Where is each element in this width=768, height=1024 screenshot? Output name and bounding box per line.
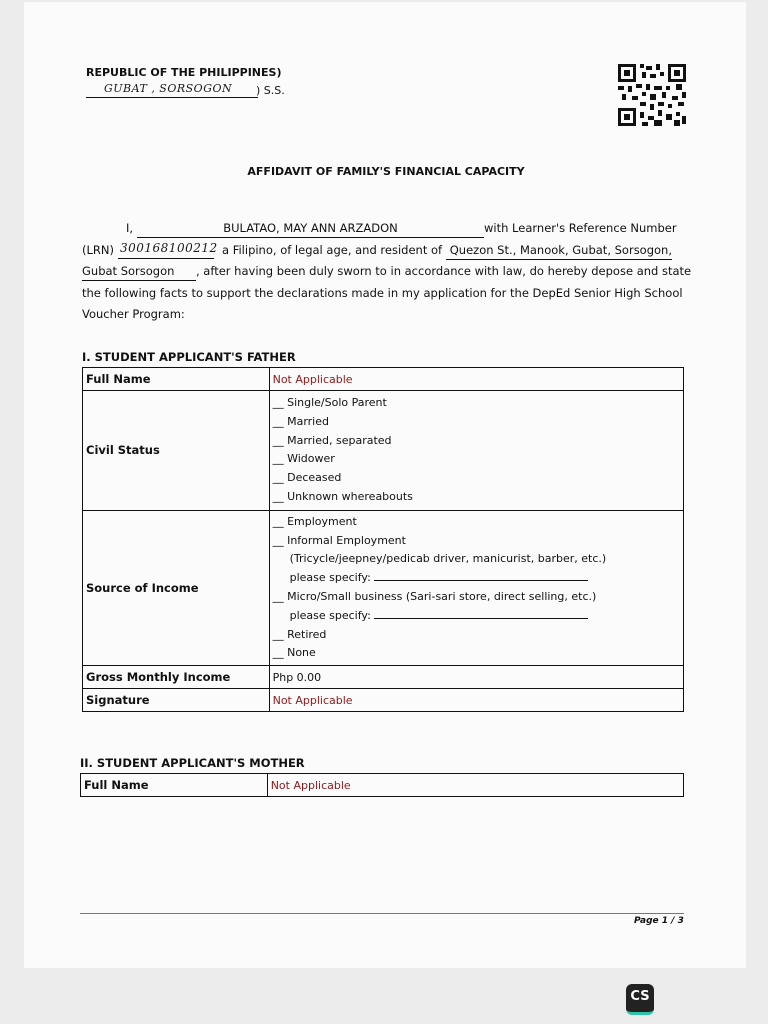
address-line-2: Gubat Sorsogon xyxy=(82,261,196,281)
mother-table xyxy=(80,773,684,797)
civil-status-option: __ Single/Solo Parent xyxy=(272,396,387,409)
page-number: Page 1 / 3 xyxy=(634,916,684,926)
ss-label: ) S.S. xyxy=(256,84,285,97)
source-of-income-label: Source of Income xyxy=(83,510,270,665)
signature-label: Signature xyxy=(83,689,270,712)
income-option-none: __ None xyxy=(272,646,316,660)
address-line-1: Quezon St., Manook, Gubat, Sorsogon, xyxy=(446,240,672,260)
father-full-name-value: Not Applicable xyxy=(269,368,683,391)
intro-line-5: Voucher Program: xyxy=(82,307,185,321)
civil-status-option: __ Married xyxy=(272,414,329,428)
signature-value: Not Applicable xyxy=(269,689,683,712)
informal-note: (Tricycle/jeepney/pedicab driver, manicurist, barber, etc.) xyxy=(289,552,607,566)
lrn-handwritten: 300168100212 xyxy=(120,241,218,255)
specify-line-2: please specify: xyxy=(273,607,680,626)
affiant-name: BULATAO, MAY ANN ARZADON xyxy=(137,218,484,238)
lrn-prefix: (LRN) xyxy=(82,243,114,257)
specify-line-1: please specify: xyxy=(273,569,680,588)
source-of-income-options xyxy=(269,510,683,665)
lrn-line xyxy=(118,241,218,259)
income-option-retired: __ Retired xyxy=(272,627,327,641)
civil-status-row xyxy=(83,391,684,511)
mother-full-name-value: Not Applicable xyxy=(267,774,683,797)
source-of-income-row xyxy=(83,510,684,665)
full-name-label: Full Name xyxy=(83,368,270,391)
lrn-text: with Learner's Reference Number xyxy=(484,221,677,235)
footer-divider xyxy=(80,913,684,914)
civil-status-option: __ Widower xyxy=(272,452,335,466)
mother-full-name-row xyxy=(81,774,684,797)
document-title: AFFIDAVIT OF FAMILY'S FINANCIAL CAPACITY xyxy=(247,165,525,178)
income-option-informal: __ Informal Employment xyxy=(272,533,406,547)
father-full-name-row xyxy=(83,368,684,391)
location-handwritten: GUBAT , SORSOGON xyxy=(104,82,233,95)
mother-section-title: II. STUDENT APPLICANT'S MOTHER xyxy=(80,756,305,770)
civil-status-option: __ Married, separated xyxy=(272,433,392,447)
gross-income-row xyxy=(83,666,684,689)
civil-status-label: Civil Status xyxy=(83,391,270,511)
camscanner-logo-icon: CS xyxy=(626,984,654,1015)
civil-status-option: __ Deceased xyxy=(272,471,342,485)
income-option-employment: __ Employment xyxy=(272,514,357,528)
i-label: I, xyxy=(126,221,134,235)
location-line xyxy=(86,82,258,98)
father-section-title: I. STUDENT APPLICANT'S FATHER xyxy=(82,350,296,364)
filipino-text: a Filipino, of legal age, and resident of xyxy=(222,243,443,257)
qr-code-icon xyxy=(618,64,686,126)
sworn-text: , after having been duly sworn to in accordance with law, do hereby depose and state xyxy=(196,264,692,278)
father-table xyxy=(82,367,684,712)
intro-line-4: the following facts to support the declarations made in my application for the DepEd Senior High School xyxy=(82,286,683,300)
civil-status-option: __ Unknown whereabouts xyxy=(272,489,413,503)
civil-status-options xyxy=(269,391,683,511)
mother-full-name-label: Full Name xyxy=(81,774,268,797)
signature-row xyxy=(83,689,684,712)
income-option-micro: __ Micro/Small business (Sari-sari store, direct selling, etc.) xyxy=(272,589,597,603)
gross-income-value: Php 0.00 xyxy=(269,666,683,689)
republic-header: REPUBLIC OF THE PHILIPPINES) xyxy=(86,66,282,79)
gross-income-label: Gross Monthly Income xyxy=(83,666,270,689)
